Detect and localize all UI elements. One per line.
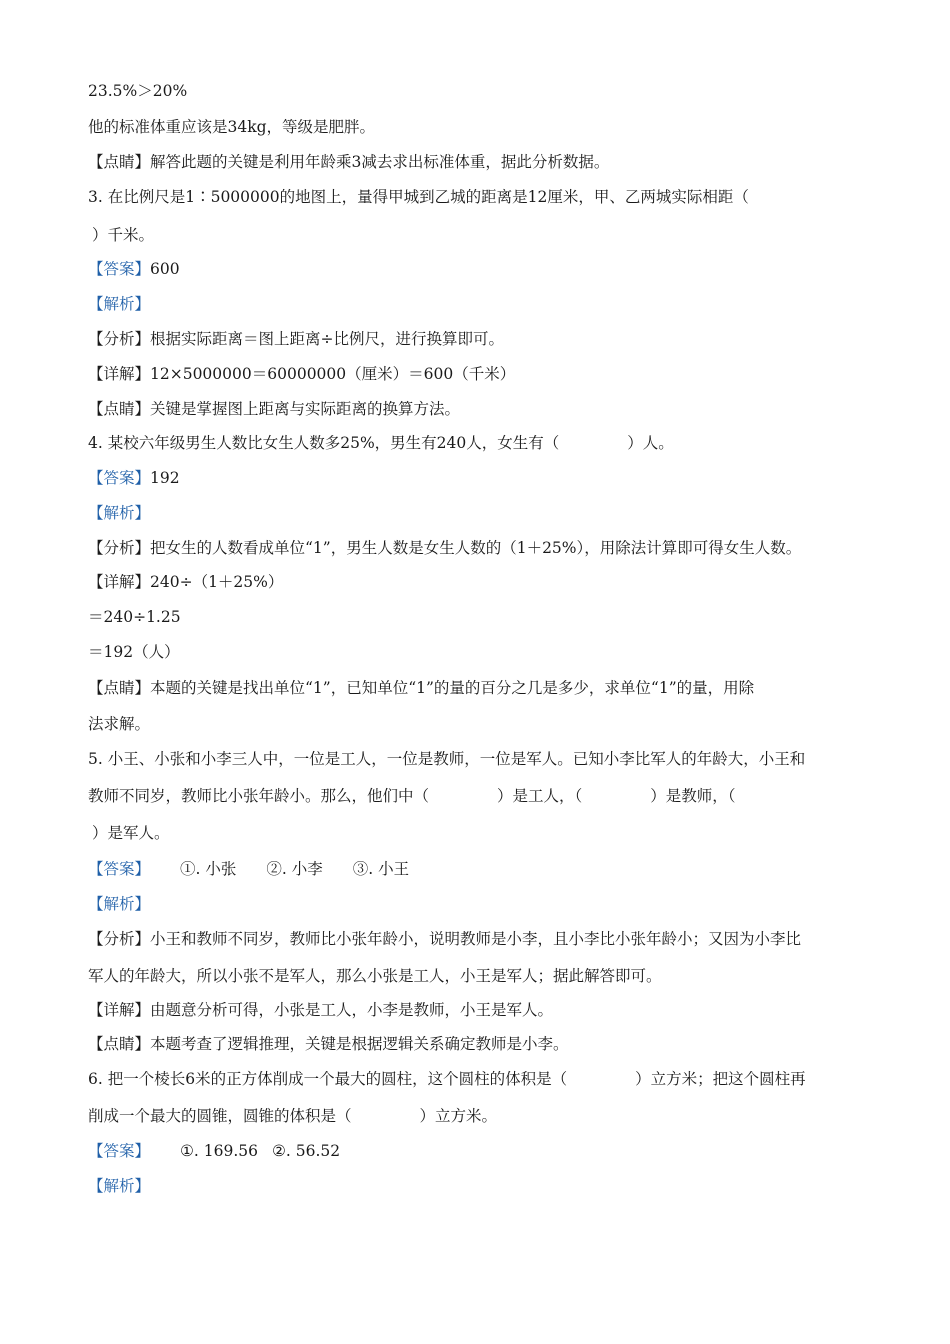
question-5-text-3: ）是教师，（	[650, 787, 736, 805]
answer-option-1: ①. 小张	[180, 860, 237, 878]
answer-option-1: ①. 169.56	[180, 1142, 258, 1160]
detail-5: 【详解】由题意分析可得，小张是工人，小李是教师，小王是军人。	[88, 1001, 554, 1019]
question-5-line-3: ）是军人。	[92, 824, 170, 842]
detail-4-step-1: ＝240÷1.25	[88, 608, 181, 626]
question-6-text-4: ）立方米。	[419, 1107, 498, 1125]
answer-4	[88, 468, 180, 488]
answer-tag: 【答案】	[88, 469, 151, 487]
analysis-5: 【分析】小王和教师不同岁，教师比小张年龄小，说明教师是小李，且小李比小张年龄小；又因为小李比	[88, 930, 802, 948]
question-6-text-2: ）立方米；把这个圆柱再	[635, 1070, 806, 1088]
detail-4: 【详解】240÷（1＋25%）	[88, 573, 284, 591]
answer-3	[88, 259, 180, 279]
answer-tag: 【答案】	[88, 860, 151, 878]
question-6-line-2	[88, 1106, 497, 1126]
question-5: 5. 小王、小张和小李三人中，一位是工人，一位是教师，一位是军人。已知小李比军人的年龄大，小王和	[88, 750, 806, 768]
analysis-tag: 【解析】	[88, 895, 151, 913]
analysis-3: 【分析】根据实际距离＝图上距离÷比例尺，进行换算即可。	[88, 330, 504, 348]
answer-option-3: ③. 小王	[352, 860, 410, 878]
answer-value: 192	[150, 469, 180, 487]
analysis-tag: 【解析】	[88, 295, 151, 313]
question-3-continued: ）千米。	[92, 226, 155, 244]
text-line-ratio-compare: 23.5%＞20%	[88, 82, 188, 100]
answer-tag: 【答案】	[88, 1142, 151, 1160]
tip-4: 【点睛】本题的关键是找出单位“1”，已知单位“1”的量的百分之几是多少，求单位“1”的量，用除	[88, 679, 755, 697]
answer-option-2: ②. 小李	[266, 860, 323, 878]
question-5-text-2: ）是工人，（	[497, 787, 583, 805]
answer-value: 600	[150, 260, 180, 278]
analysis-tag: 【解析】	[88, 504, 151, 522]
question-5-text: 教师不同岁，教师比小张年龄小。那么，他们中（	[88, 787, 430, 805]
question-6-text-3: 削成一个最大的圆锥，圆锥的体积是（	[88, 1107, 352, 1125]
analysis-4: 【分析】把女生的人数看成单位“1”，男生人数是女生人数的（1＋25%），用除法计算即可得女生人数。	[88, 539, 802, 557]
detail-3: 【详解】12×5000000＝60000000（厘米）＝600（千米）	[88, 365, 516, 383]
text-line-tip: 【点睛】解答此题的关键是利用年龄乘3减去求出标准体重，据此分析数据。	[88, 153, 610, 171]
question-6-text: 6. 把一个棱长6米的正方体削成一个最大的圆柱，这个圆柱的体积是（	[88, 1070, 568, 1088]
question-3: 3. 在比例尺是1∶5000000的地图上，量得甲城到乙城的距离是12厘米，甲、乙两城实际相距（	[88, 188, 749, 206]
tip-3: 【点睛】关键是掌握图上距离与实际距离的换算方法。	[88, 400, 461, 418]
answer-option-2: ②. 56.52	[272, 1142, 341, 1160]
answer-tag: 【答案】	[88, 260, 151, 278]
question-5-line-2	[88, 786, 736, 806]
tip-5: 【点睛】本题考查了逻辑推理，关键是根据逻辑关系确定教师是小李。	[88, 1035, 569, 1053]
analysis-5-continued: 军人的年龄大，所以小张不是军人，那么小张是工人，小王是军人；据此解答即可。	[88, 967, 662, 985]
detail-4-step-2: ＝192（人）	[88, 643, 180, 661]
answer-5	[88, 859, 409, 879]
question-4-end: ）人。	[627, 434, 674, 452]
text-line-conclusion: 他的标准体重应该是34kg，等级是肥胖。	[88, 118, 376, 136]
answer-6	[88, 1141, 340, 1161]
question-4	[88, 433, 674, 453]
analysis-tag: 【解析】	[88, 1177, 151, 1195]
tip-4-continued: 法求解。	[88, 715, 151, 733]
question-6	[88, 1069, 806, 1089]
question-4-text: 4. 某校六年级男生人数比女生人数多25%，男生有240人，女生有（	[88, 434, 560, 452]
